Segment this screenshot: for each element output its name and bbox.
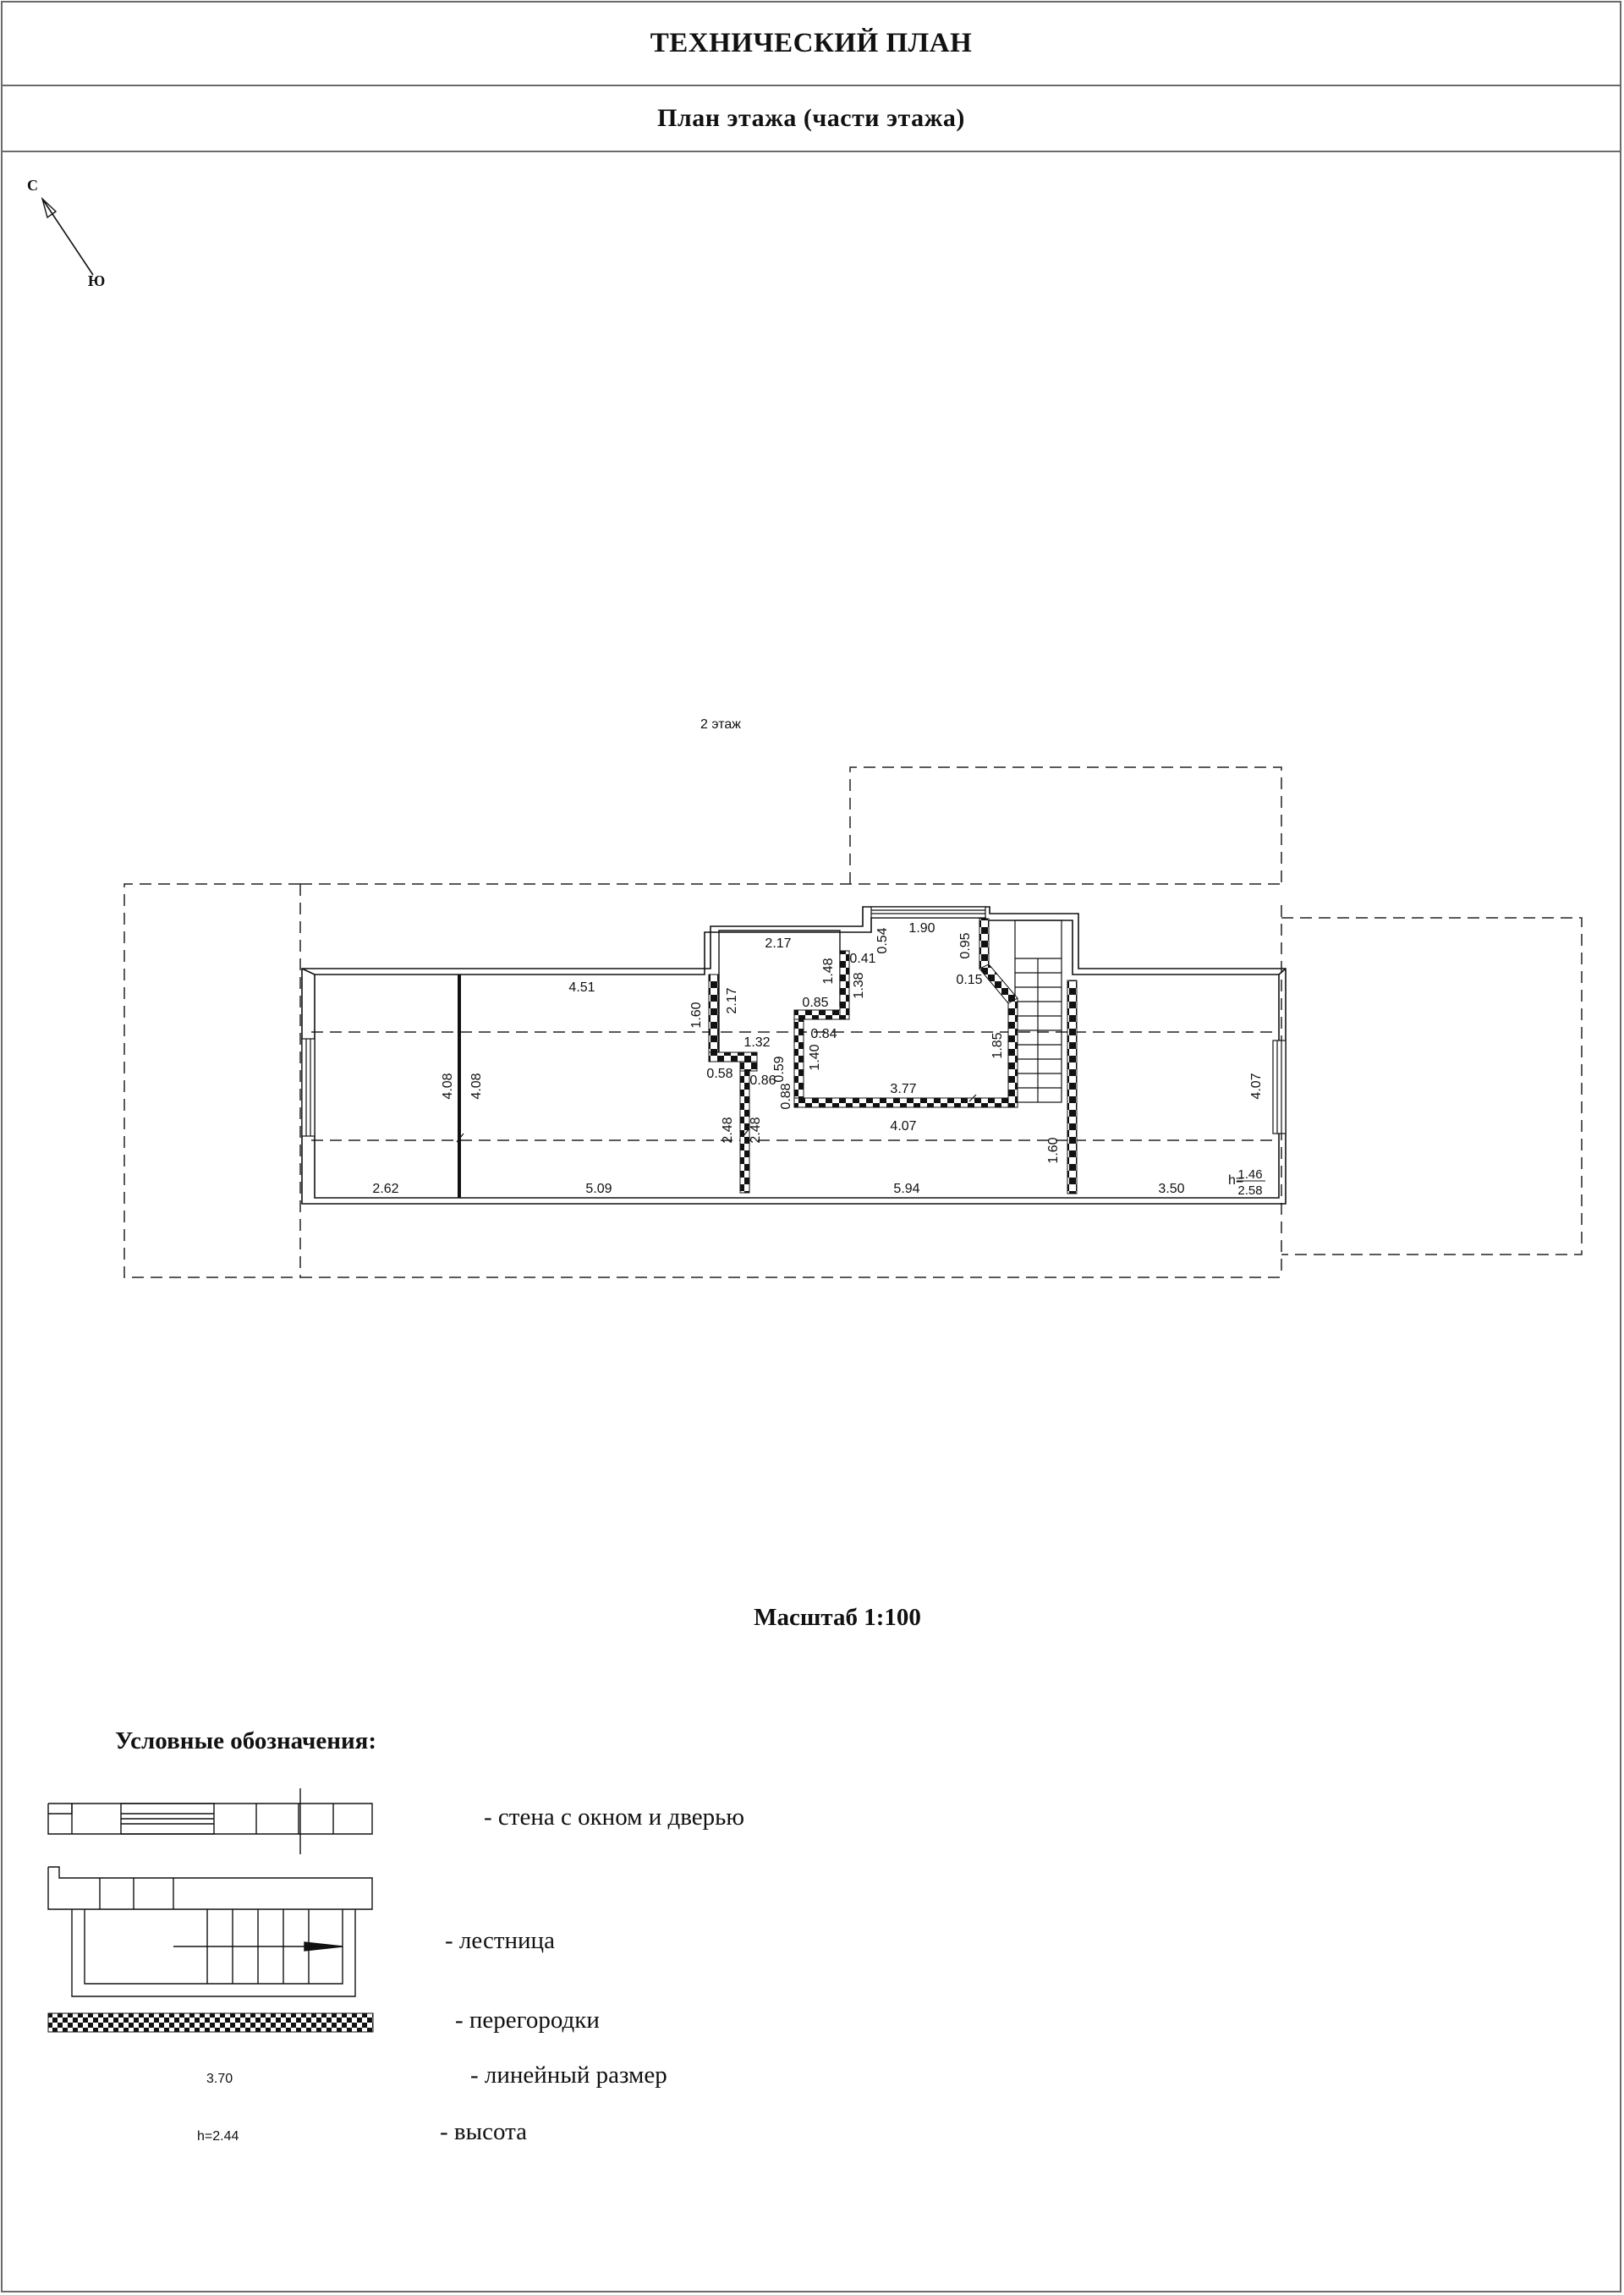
dim-label: 0.58 bbox=[706, 1067, 733, 1081]
dim-label: 5.94 bbox=[893, 1182, 920, 1196]
height-prefix: h= bbox=[1228, 1173, 1244, 1188]
dim-label: 1.40 bbox=[808, 1044, 822, 1071]
dim-label: 1.90 bbox=[908, 921, 935, 936]
legend-sample-height: h=2.44 bbox=[197, 2129, 239, 2144]
dim-label: 0.86 bbox=[749, 1073, 776, 1088]
dim-label: 1.85 bbox=[990, 1032, 1005, 1059]
dim-label: 0.85 bbox=[802, 996, 829, 1010]
dim-label: 4.08 bbox=[469, 1073, 484, 1100]
dim-label: 1.32 bbox=[743, 1035, 771, 1050]
compass-north: С bbox=[27, 177, 38, 194]
legend-label: - лестница bbox=[445, 1927, 555, 1954]
legend-label: - линейный размер bbox=[470, 2062, 667, 2089]
dim-label: 2.17 bbox=[765, 936, 792, 951]
dim-label: 2.48 bbox=[749, 1117, 763, 1144]
dim-label: 0.41 bbox=[849, 952, 876, 966]
legend-sample-dimension: 3.70 bbox=[206, 2072, 233, 2086]
height-top: 1.46 bbox=[1237, 1167, 1263, 1182]
dim-label: 1.60 bbox=[689, 1002, 704, 1029]
legend-stairs-icon bbox=[42, 1861, 389, 2005]
page-title: ТЕХНИЧЕСКИЙ ПЛАН bbox=[3, 3, 1620, 86]
dim-label: 2.62 bbox=[372, 1182, 399, 1196]
compass-south: Ю bbox=[88, 272, 106, 289]
dim-label: 0.59 bbox=[772, 1056, 787, 1083]
dim-label: 4.08 bbox=[441, 1073, 455, 1100]
dim-label: 0.54 bbox=[875, 927, 890, 954]
dim-label: 3.50 bbox=[1158, 1182, 1185, 1196]
dim-label: 4.07 bbox=[890, 1119, 917, 1134]
floor-label: 2 этаж bbox=[700, 717, 741, 732]
dim-label: 3.77 bbox=[890, 1082, 917, 1096]
dim-label: 0.95 bbox=[958, 932, 973, 959]
dim-label: 5.09 bbox=[585, 1182, 612, 1196]
legend-label: - стена с окном и дверью bbox=[484, 1804, 745, 1831]
projection-outlines bbox=[124, 767, 1582, 1277]
dim-label: 0.84 bbox=[810, 1027, 837, 1041]
dim-label: 4.07 bbox=[1249, 1073, 1264, 1100]
staircase-icon bbox=[1015, 920, 1062, 1102]
legend-partition-icon bbox=[47, 2012, 377, 2034]
dim-label: 2.17 bbox=[725, 987, 739, 1014]
scale-label: Масштаб 1:100 bbox=[754, 1604, 921, 1631]
legend-title: Условные обозначения: bbox=[115, 1727, 377, 1754]
page-subtitle: План этажа (части этажа) bbox=[3, 86, 1620, 152]
legend-label: - перегородки bbox=[455, 2007, 600, 2034]
dim-label: 0.88 bbox=[779, 1083, 793, 1110]
dim-label: 2.48 bbox=[721, 1117, 735, 1144]
height-bottom: 2.58 bbox=[1237, 1183, 1263, 1198]
dim-label: 1.48 bbox=[821, 958, 836, 985]
dim-label: 4.51 bbox=[568, 980, 595, 995]
partitions bbox=[709, 919, 1077, 1194]
dim-label: 1.38 bbox=[852, 972, 866, 999]
dim-label: 0.15 bbox=[956, 973, 983, 987]
legend-label: - высота bbox=[440, 2118, 527, 2145]
dim-label: 1.60 bbox=[1046, 1137, 1061, 1164]
